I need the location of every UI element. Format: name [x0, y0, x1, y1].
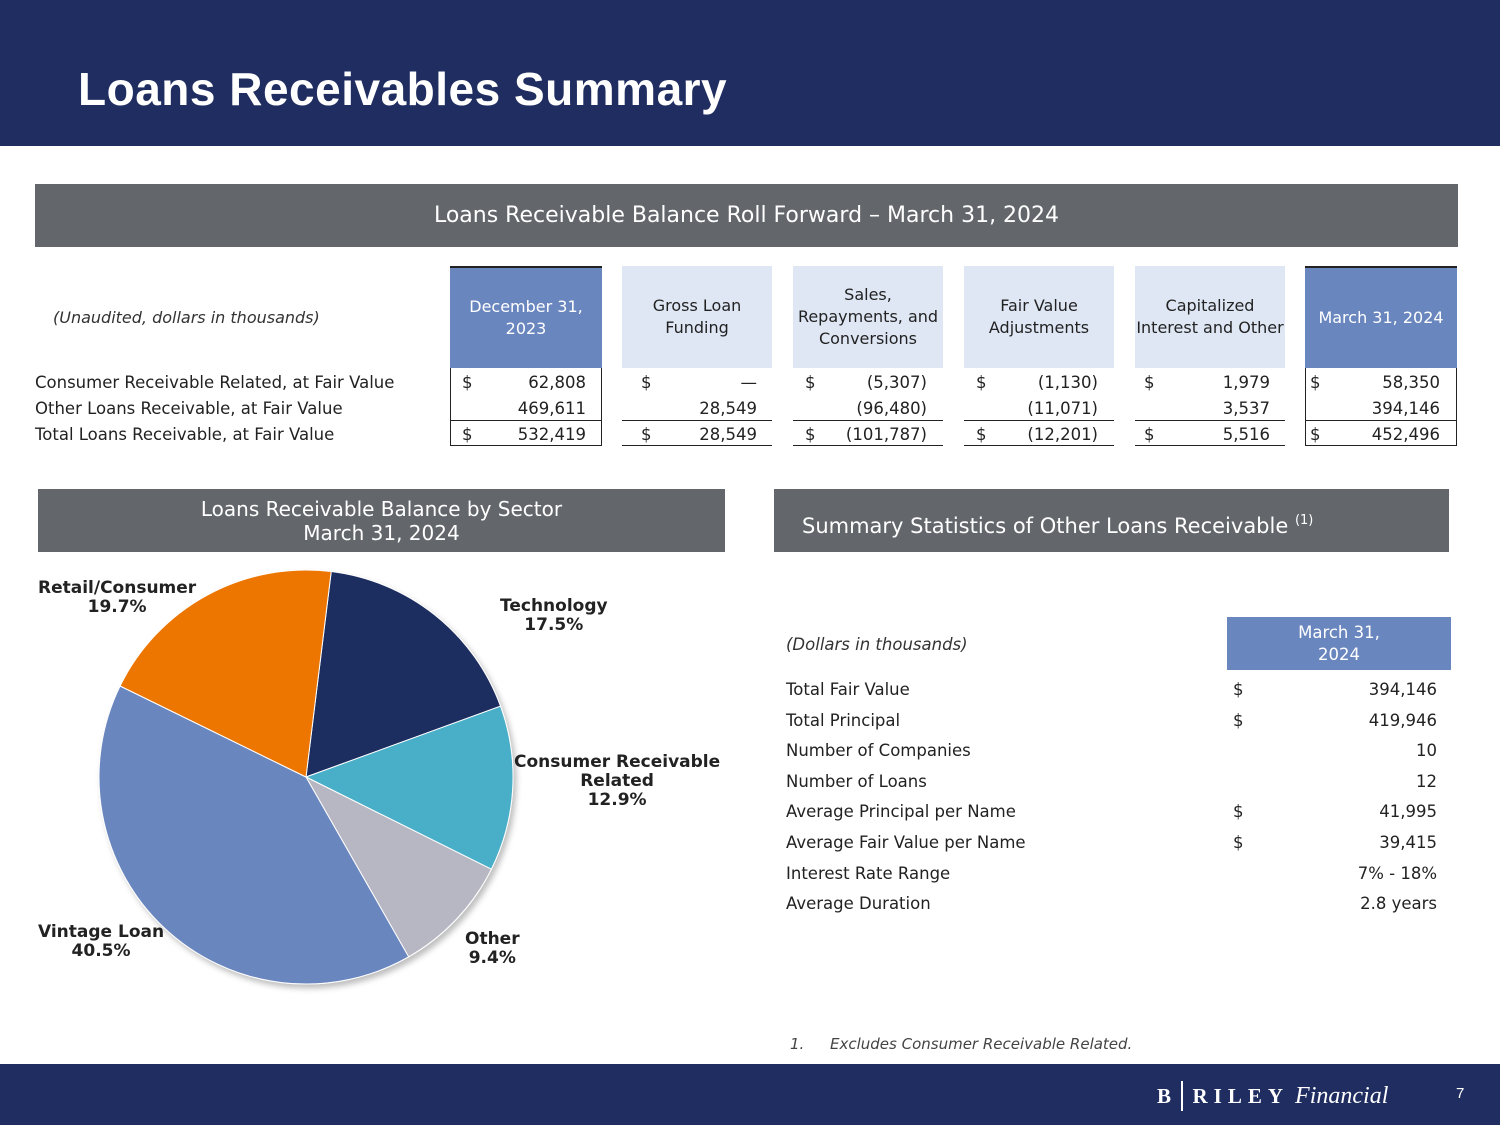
table-cell: $ 58,350: [1310, 373, 1440, 392]
table-cell: 394,146: [1371, 399, 1440, 418]
table-cell: 469,611: [517, 399, 586, 418]
total-rule: [1135, 445, 1285, 446]
row-label-other-loans: Other Loans Receivable, at Fair Value: [35, 399, 343, 418]
b-riley-financial-logo: B RILEY Financial: [1157, 1080, 1388, 1112]
table-cell: $ (12,201): [976, 425, 1098, 444]
table-cell: $ 62,808: [462, 373, 586, 392]
table-cell: (11,071): [1027, 399, 1098, 418]
sector-pie-chart: [0, 555, 760, 1025]
table-cell: $ 28,549: [641, 425, 757, 444]
pie-label-technology: Technology 17.5%: [500, 596, 608, 635]
col-header-mar-2024: March 31, 2024: [1305, 266, 1457, 368]
stats-note: (Dollars in thousands): [786, 635, 968, 654]
total-rule: [1305, 445, 1457, 446]
rollforward-note: (Unaudited, dollars in thousands): [53, 308, 320, 327]
table-cell: $ (1,130): [976, 373, 1098, 392]
sector-header: [38, 489, 725, 552]
stats-header-footnote-ref: (1): [1294, 513, 1314, 528]
stats-row: Total Principal $ 419,946: [786, 710, 1437, 730]
stats-row: Average Principal per Name $ 41,995: [786, 802, 1437, 822]
stats-col-header: March 31, 2024: [1227, 617, 1451, 670]
table-cell: $ (101,787): [805, 425, 927, 444]
pie-label-vintage-loan: Vintage Loan 40.5%: [38, 922, 165, 961]
stats-row: Interest Rate Range 7% - 18%: [786, 863, 1437, 883]
total-rule: [450, 445, 602, 446]
subtotal-rule: [1135, 420, 1285, 421]
stats-row: Average Fair Value per Name $ 39,415: [786, 833, 1437, 852]
table-cell: 3,537: [1222, 399, 1270, 418]
table-cell: 28,549: [699, 399, 757, 418]
col-header-fair-value-adjustments: Fair Value Adjustments: [964, 266, 1114, 368]
page-number: 7: [1456, 1085, 1465, 1102]
table-cell: $ 532,419: [462, 425, 586, 444]
subtotal-rule: [622, 420, 772, 421]
subtotal-rule: [450, 420, 602, 421]
col-header-sales-repayments: Sales, Repayments, and Conversions: [793, 266, 943, 368]
stats-row: Average Duration 2.8 years: [786, 894, 1437, 914]
row-label-total-loans: Total Loans Receivable, at Fair Value: [35, 425, 335, 444]
total-rule: [622, 445, 772, 446]
table-cell: $ (5,307): [805, 373, 927, 392]
table-cell: $ —: [641, 373, 757, 392]
total-rule: [964, 445, 1114, 446]
pie-label-retail-consumer: Retail/Consumer 19.7%: [38, 578, 197, 617]
col-header-gross-loan-funding: Gross Loan Funding: [622, 266, 772, 368]
subtotal-rule: [793, 420, 943, 421]
pie-label-other: Other 9.4%: [465, 929, 520, 968]
stats-row: Number of Companies 10: [786, 741, 1437, 761]
pie-label-consumer-receivable: Consumer Receivable Related 12.9%: [514, 752, 721, 810]
page-title: Loans Receivables Summary: [78, 63, 728, 115]
stats-header: [774, 489, 1449, 552]
col-header-dec-2023: December 31, 2023: [450, 266, 602, 368]
table-cell: (96,480): [856, 399, 927, 418]
row-label-consumer-receivable: Consumer Receivable Related, at Fair Value: [35, 373, 395, 392]
sector-header-line1: Loans Receivable Balance by Sector: [200, 497, 563, 521]
footnote: 1. Excludes Consumer Receivable Related.: [790, 1035, 1133, 1053]
total-rule: [793, 445, 943, 446]
rollforward-header: Loans Receivable Balance Roll Forward – March 31, 2024: [35, 184, 1458, 247]
stats-header-text: Summary Statistics of Other Loans Receivable: [802, 514, 1289, 538]
stats-row: Total Fair Value $ 394,146: [786, 680, 1437, 699]
stats-row: Number of Loans 12: [786, 771, 1437, 791]
col-header-capitalized-interest: Capitalized Interest and Other: [1135, 266, 1285, 368]
table-cell: $ 1,979: [1144, 373, 1270, 392]
table-cell: $ 5,516: [1144, 425, 1270, 444]
subtotal-rule: [1305, 420, 1457, 421]
subtotal-rule: [964, 420, 1114, 421]
table-cell: $ 452,496: [1310, 425, 1440, 444]
sector-header-line2: March 31, 2024: [303, 521, 460, 545]
